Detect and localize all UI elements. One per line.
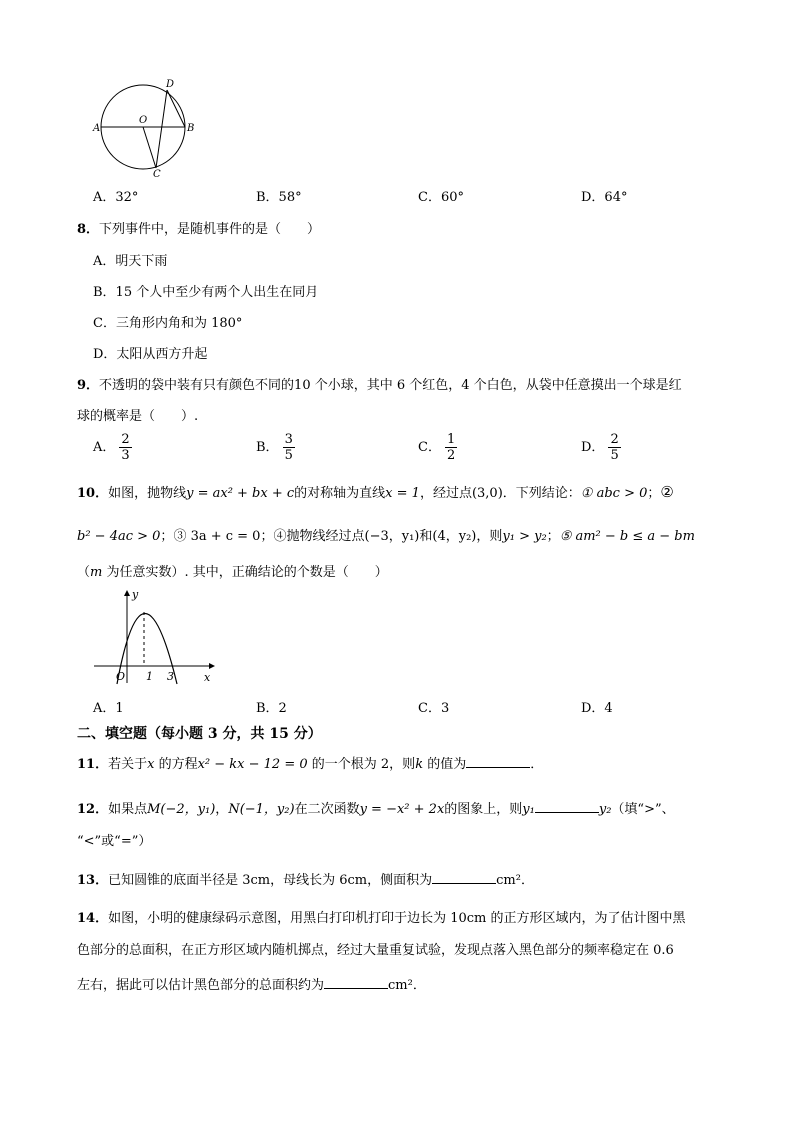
q11-stem: 11．若关于x 的方程x² − kx − 12 = 0 的一个根为 2，则k 的值为 ． — [77, 753, 543, 772]
q11-number: 11． — [77, 757, 109, 772]
y-axis-label: y — [132, 588, 139, 601]
label-C: C — [153, 169, 161, 180]
q13-answer-blank[interactable] — [432, 870, 496, 884]
q11-answer-blank[interactable] — [466, 754, 530, 768]
q9-stem-line1: 9．不透明的袋中装有只有颜色不同的10 个小球，其中 6 个红色，4 个白色，从袋中任意摸出一个球是红 — [77, 378, 682, 393]
x-axis-label: x — [204, 671, 211, 684]
label-D: D — [166, 79, 175, 90]
q8-option-a: A．明天下雨 — [93, 254, 168, 269]
q10-option-d: D．4 — [581, 701, 613, 716]
q9-stem-line2: 球的概率是（ ）. — [77, 409, 199, 424]
q14-line3: 左右，据此可以估计黑色部分的总面积约为 cm²． — [77, 974, 426, 993]
q8-stem: 8．下列事件中，是随机事件的是（ ） — [77, 222, 321, 237]
q10-option-b: B．2 — [256, 701, 287, 716]
q7-option-d: D．64° — [581, 190, 628, 205]
q10-number: 10． — [77, 486, 109, 501]
q9-number: 9． — [77, 378, 100, 393]
circle-figure — [88, 76, 208, 180]
q12-line1: 12．如果点M(−2，y₁)，N(−1，y₂)在二次函数y = −x² + 2x的图象上，则y₁ y₂（填“>”、 — [77, 798, 675, 817]
q14-line1: 14．如图，小明的健康绿码示意图，用黑白打印机打印于边长为 10cm 的正方形区域内，为了估计图中黑 — [77, 911, 686, 926]
label-O: O — [139, 115, 148, 126]
q9-option-b: B． $\frac{3}{5}$ — [256, 432, 293, 463]
parabola-figure — [90, 585, 220, 685]
q9-option-c: C． $\frac{1}{2}$ — [418, 432, 456, 463]
q10-option-c: C．3 — [418, 701, 450, 716]
q8-option-c: C．三角形内角和为 180° — [93, 316, 243, 331]
q14-answer-blank[interactable] — [324, 975, 388, 989]
section-2-heading: 二、填空题（每小题 3 分，共 15 分） — [77, 726, 322, 742]
q12-line2: “<”或“=”） — [77, 834, 152, 849]
q8-option-d: D．太阳从西方升起 — [93, 347, 208, 362]
tick-1-label: 1 — [146, 670, 153, 683]
q10-line2: b² − 4ac > 0；③ 3a + c = 0；④抛物线经过点(−3，y₁)和(4，y₂)，则y₁ > y₂；⑤ am² − b ≤ a − bm — [77, 529, 695, 544]
q10-line1: 10．如图，抛物线y = ax² + bx + c的对称轴为直线x = 1，经过点(3,0)．下列结论：① abc > 0；② — [77, 483, 674, 501]
q12-answer-blank[interactable] — [535, 799, 599, 813]
q14-line2: 色部分的总面积，在正方形区域内随机掷点，经过大量重复试验，发现点落入黑色部分的频率稳定在 0.6 — [77, 943, 674, 958]
q10-line3: （m 为任意实数）. 其中，正确结论的个数是（ ） — [77, 565, 388, 580]
tick-3-label: 3 — [167, 670, 174, 683]
label-B: B — [187, 123, 195, 134]
label-A: A — [93, 123, 101, 134]
q13-number: 13． — [77, 873, 109, 888]
q7-option-c: C．60° — [418, 190, 464, 205]
q14-number: 14． — [77, 911, 109, 926]
q9-option-a: A． $\frac{2}{3}$ — [93, 432, 130, 463]
q10-option-a: A．1 — [93, 701, 124, 716]
q8-option-b: B．15 个人中至少有两个人出生在同月 — [93, 285, 319, 300]
q7-option-a: A．32° — [93, 190, 139, 205]
q12-number: 12． — [77, 802, 109, 817]
q7-option-b: B．58° — [256, 190, 302, 205]
origin-label: O — [116, 670, 126, 683]
q9-option-d: D． $\frac{2}{5}$ — [581, 432, 619, 463]
q8-number: 8． — [77, 222, 100, 237]
q13-stem: 13．已知圆锥的底面半径是 3cm，母线长为 6cm，侧面积为 cm²． — [77, 869, 534, 888]
